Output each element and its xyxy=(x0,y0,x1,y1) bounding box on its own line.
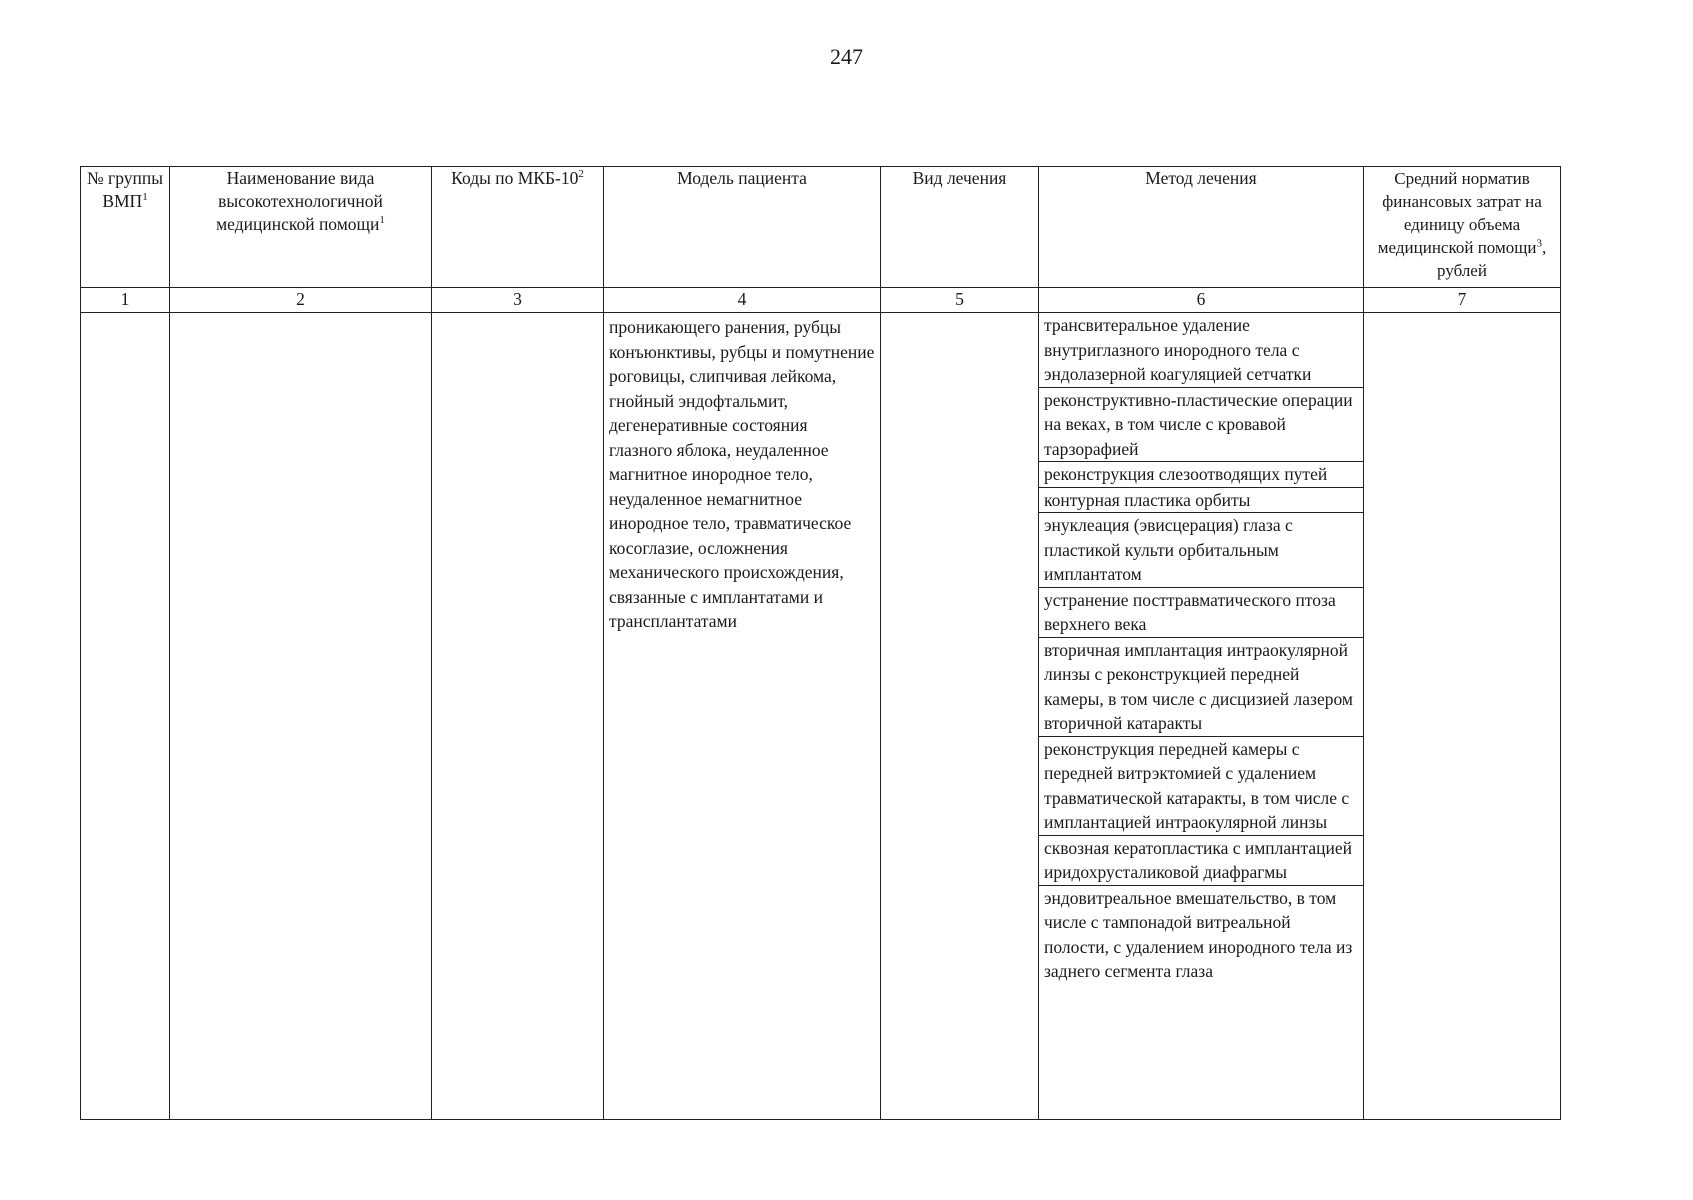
treatment-table xyxy=(80,166,1561,1120)
method-item: энуклеация (эвисцерация) глаза с пластикой культи орбитальным имплантатом xyxy=(1039,513,1363,588)
method-item: реконструктивно-пластические операции на веках, в том числе с кровавой тарзорафией xyxy=(1039,388,1363,463)
header-group-number: № группы ВМП$^1$ xyxy=(81,167,170,288)
header-patient-model: Модель пациента xyxy=(604,167,881,288)
column-number: 5 xyxy=(881,288,1039,313)
column-number: 6 xyxy=(1039,288,1364,313)
method-item: трансвитеральное удаление внутриглазного инородного тела с эндолазерной коагуляцией сетчатки xyxy=(1039,313,1363,388)
column-number: 4 xyxy=(604,288,881,313)
treatment-method-cell xyxy=(1039,313,1364,1120)
icd-codes-cell xyxy=(432,313,604,1120)
method-item: контурная пластика орбиты xyxy=(1039,488,1363,514)
column-number: 3 xyxy=(432,288,604,313)
header-treatment-method: Метод лечения xyxy=(1039,167,1364,288)
header-treatment-type: Вид лечения xyxy=(881,167,1039,288)
method-item: реконструкция слезоотводящих путей xyxy=(1039,462,1363,488)
column-number: 7 xyxy=(1364,288,1561,313)
table-row xyxy=(81,313,1561,1120)
header-icd-codes: Коды по МКБ-$10^2$ xyxy=(432,167,604,288)
page-number: 247 xyxy=(830,44,863,69)
header-care-type: Наименование вида высокотехнологичной медицинской помощи$^1$ xyxy=(170,167,432,288)
method-item: сквозная кератопластика с имплантацией иридохрусталиковой диафрагмы xyxy=(1039,836,1363,886)
method-list xyxy=(1039,313,1363,1119)
group-number-cell xyxy=(81,313,170,1120)
method-item: реконструкция передней камеры с передней витрэктомией с удалением травматической катаракты, в том числе с имплантацией интраокулярной линзы xyxy=(1039,737,1363,836)
header-row xyxy=(81,167,1561,288)
method-item: эндовитреальное вмешательство, в том числе с тампонадой витреальной полости, с удалением инородного тела из заднего сегмента глаза xyxy=(1044,887,1353,981)
patient-model-cell xyxy=(604,313,881,1120)
cost-standard-cell xyxy=(1364,313,1561,1120)
header-cost-standard: Средний норматив финансовых затрат на единицу объема медицинской помощи$^3$, рублей xyxy=(1364,167,1561,288)
method-item: вторичная имплантация интраокулярной линзы с реконструкцией передней камеры, в том числе с дисцизией лазером вторичной катаракты xyxy=(1039,638,1363,737)
treatment-type-cell xyxy=(881,313,1039,1120)
column-number: 1 xyxy=(81,288,170,313)
column-number: 2 xyxy=(170,288,432,313)
method-item: устранение посттравматического птоза верхнего века xyxy=(1039,588,1363,638)
patient-model-text: проникающего ранения, рубцы конъюнктивы, рубцы и помутнение роговицы, слипчивая лейкома, гнойный эндофтальмит, дегенеративные состояния глазного яблока, неудаленное магнитное инородное тело, неудаленное немагнитное инородное тело, травматическое косоглазие, осложнения механического происхождения, связанные с имплантатами и трансплантатами xyxy=(609,317,875,631)
care-type-cell xyxy=(170,313,432,1120)
column-number-row xyxy=(81,288,1561,313)
